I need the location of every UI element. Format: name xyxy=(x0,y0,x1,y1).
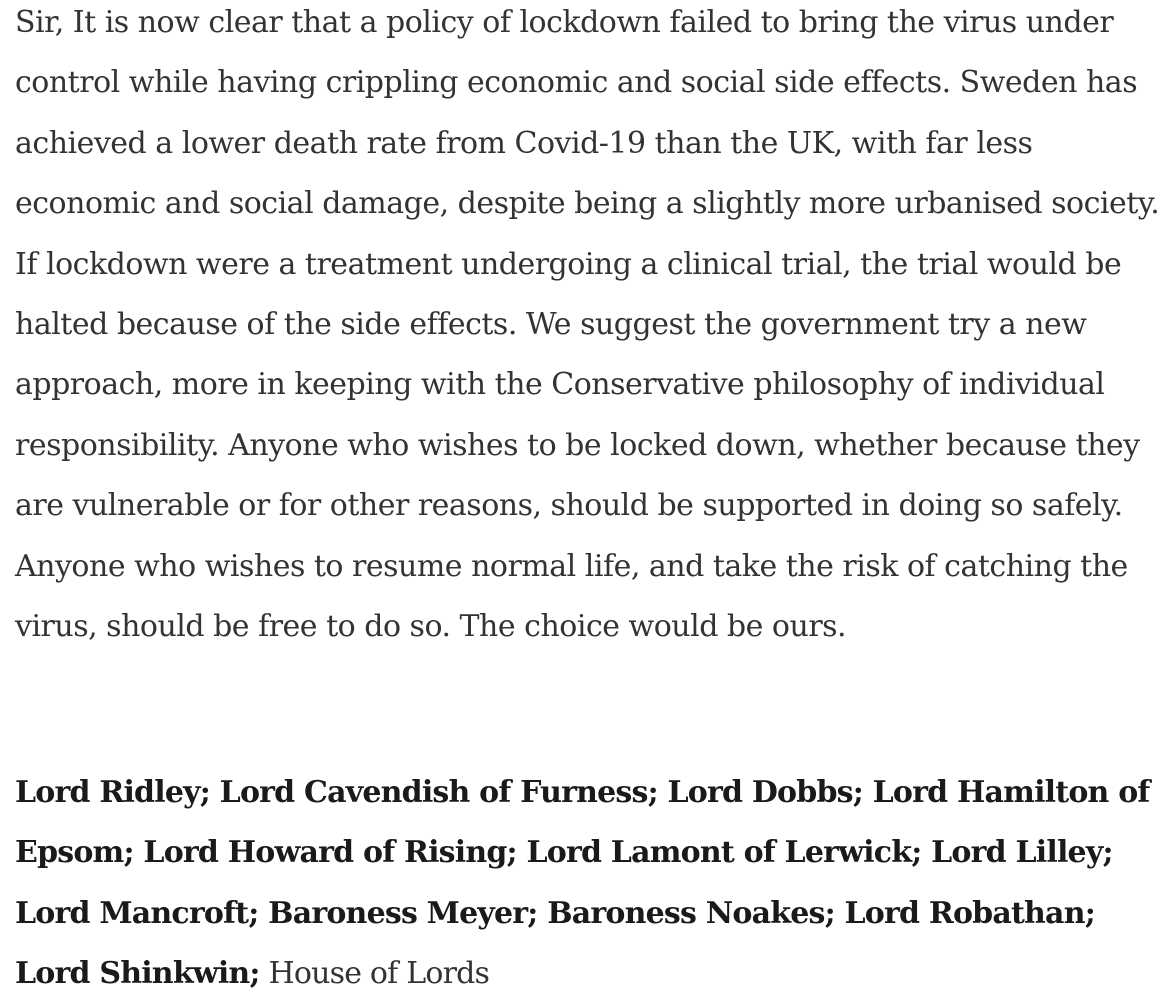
letter-body: Sir, It is now clear that a policy of lockdown failed to bring the virus under control while having crippling economic and social side effects. Sweden has achieved a lower death rate from Covid-19 than the UK, with far less economic and social damage, despite being a slightly more urbanised society. If lockdown were a treatment undergoing a clinical trial, the trial would be halted because of the side effects. We suggest the government try a new approach, more in keeping with the Conservative philosophy of individual responsibility. Anyone who wishes to be locked down, whether because they are vulnerable or for other reasons, should be supported in doing so safely. Anyone who wishes to resume normal life, and take the risk of catching the virus, should be free to do so. The choice would be ours. xyxy=(15,5,1160,645)
signatory-names: Lord Ridley; Lord Cavendish of Furness; Lord Dobbs; Lord Hamilton of Epsom; Lord Howard of Rising; Lord Lamont of Lerwick; Lord Lilley; Lord Mancroft; Baroness Meyer; Baroness Noakes; Lord Robathan; Lord Shinkwin; xyxy=(15,775,1150,992)
signatories-block xyxy=(15,763,1171,1005)
affiliation: House of Lords xyxy=(268,956,490,992)
letter xyxy=(15,0,1171,992)
